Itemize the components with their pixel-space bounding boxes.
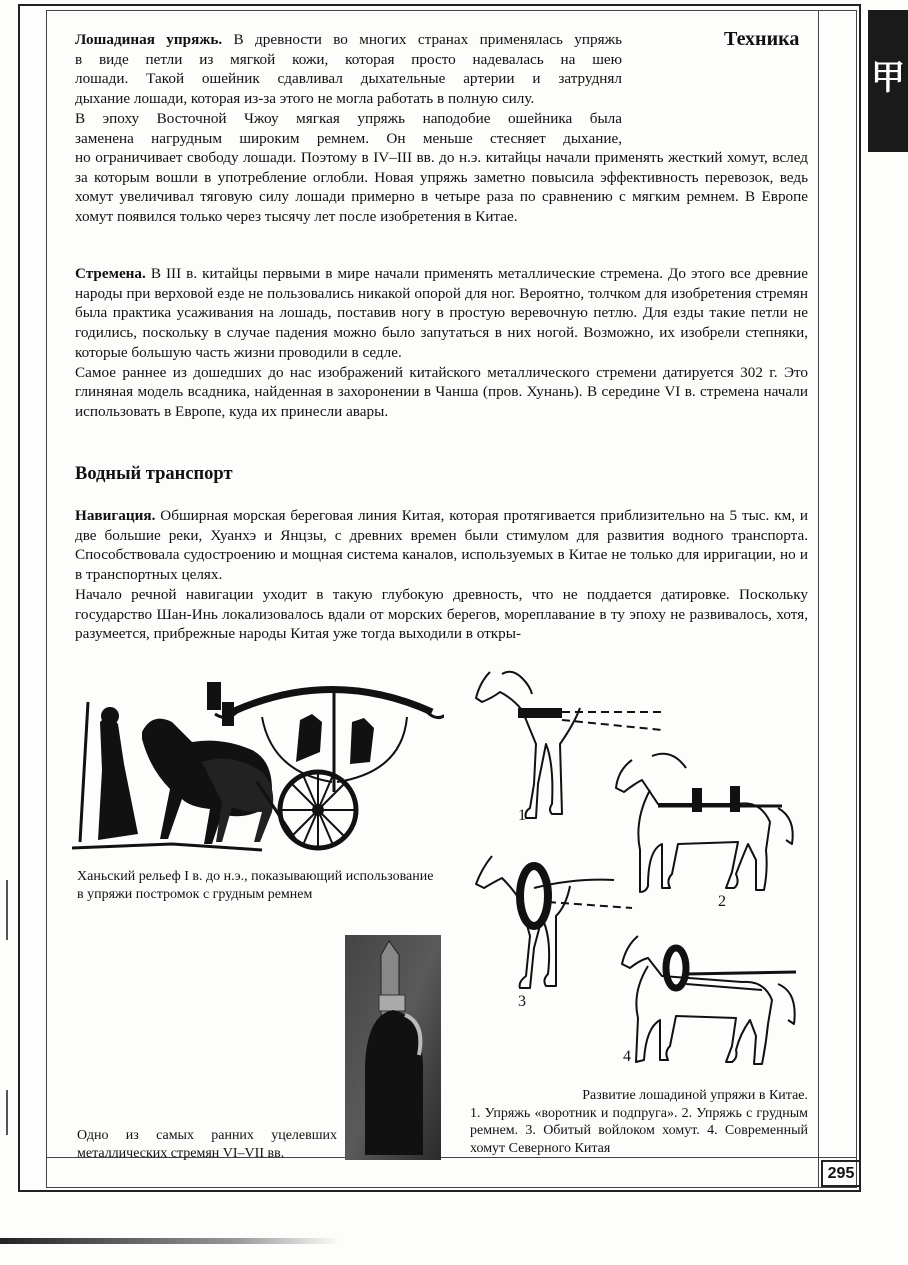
- scan-edge-shadow: [0, 1238, 340, 1244]
- stirrup-caption: Одно из самых ранних уцелевших металлических стремян VI–VII вв.: [77, 1128, 337, 1161]
- han-relief-image: [72, 672, 444, 860]
- figure-number: 1: [518, 807, 526, 824]
- water-transport-heading: Водный транспорт: [75, 464, 233, 484]
- stirrups-text-2: Самое раннее из дошедших до нас изображений китайского металлического стремени датируется 302 г. Это глиняная модель всадника, найденная в захоронении в Чанша (пров. Хунань). В середине VI в. стремена начали использовать в Европе, куда их принесли авары.: [75, 363, 808, 420]
- harness-rest: но ограничивает свободу лошади. Поэтому в IV–III вв. до н.э. китайцы начали применять жесткий хомут, вслед за которым вошли в употребление оглобли. Новая упряжь заметно повысила эффективность перевозок, ведь хомут увеличивал тяговую силу лошади примерно в четыре раза по сравнению с мягким ремнем. В Европе хомут появился только через тысячу лет после изобретения в Китае.: [75, 149, 808, 226]
- stirrup-photo: [345, 935, 441, 1160]
- stirrups-lead: Стремена.: [75, 265, 146, 282]
- harness-line: В древности во многих странах применялась упряжь: [222, 31, 622, 48]
- chapter-glyph: 甲: [871, 58, 905, 98]
- chapter-tab: [868, 10, 908, 152]
- page-number: 295: [821, 1160, 861, 1187]
- harness-line: заменена нагрудным широким ремнем. Он меньше стесняет дыхание,: [75, 129, 622, 147]
- figure-number: 3: [518, 993, 526, 1010]
- stirrups-paragraph: [75, 264, 808, 422]
- figure-number: 2: [718, 893, 726, 910]
- relief-caption: Ханьский рельеф I в. до н.э., показывающий использование в упряжи постромок с грудным ремнем: [77, 869, 434, 902]
- navigation-text-2: Начало речной навигации уходит в такую глубокую древность, что не поддается датировке. Поскольку государство Шан-Инь локализовалось вдали от морских берегов, мореплавание в ту эпоху не развивалось, хотя, разумеется, прибрежные народы Китая уже тогда выходили в откры-: [75, 585, 808, 643]
- navigation-paragraph: [75, 506, 808, 644]
- margin-rule: [818, 10, 819, 1188]
- harness-caption-title: Развитие лошадиной упряжи в Китае.: [582, 1088, 808, 1103]
- harness-line: В эпоху Восточной Чжоу мягкая упряжь наподобие ошейника была: [75, 109, 622, 127]
- harness-lead: Лошадиная упряжь.: [75, 31, 223, 48]
- harness-line: лошади. Такой ошейник сдавливал дыхательные артерии и затруднял: [75, 70, 622, 88]
- harness-paragraph-narrow: [75, 30, 622, 148]
- navigation-lead: Навигация.: [75, 507, 156, 524]
- scan-artifact: [6, 880, 8, 940]
- harness-caption-body: 1. Упряжь «воротник и подпруга». 2. Упряжь с грудным ремнем. 3. Обитый войлоком хомут. 4. Современный хомут Северного Китая: [470, 1105, 808, 1156]
- section-title: Техника: [724, 28, 800, 50]
- scan-artifact: [6, 1090, 8, 1135]
- stirrups-text: В III в. китайцы первыми в мире начали применять металлические стремена. До этого все древние народы при верховой езде не пользовались никакой опорой для ног. Вероятно, толчком для изобретения стремян была практика усаживания на лошадь, поставив ногу в простую веревочную петлю. Для езды такие петли не годились, поскольку в случае падения можно было запутаться в них ногой. Возможно, их изобрели степняки, которые большую часть жизни проводили в седле.: [75, 265, 808, 361]
- harness-diagram: [462, 668, 812, 1078]
- harness-line: дыхание лошади, которая из-за этого не могла работать в полную силу.: [75, 90, 535, 108]
- navigation-text: Обширная морская береговая линия Китая, которая протягивается приблизительно на 5 тыс. км, и две большие реки, Хуанхэ и Янцзы, с древних времен были стимулом для развития водного транспорта. Способствовала судостроению и мощная система каналов, используемых в Китае не только для ирригации, но и в транспортных целях.: [75, 507, 808, 584]
- harness-paragraph-wide: [75, 148, 808, 227]
- harness-caption: [470, 1087, 808, 1157]
- harness-line: в виде петли из мягкой кожи, которая просто надевалась на шею: [75, 50, 622, 68]
- figure-number: 4: [623, 1048, 631, 1065]
